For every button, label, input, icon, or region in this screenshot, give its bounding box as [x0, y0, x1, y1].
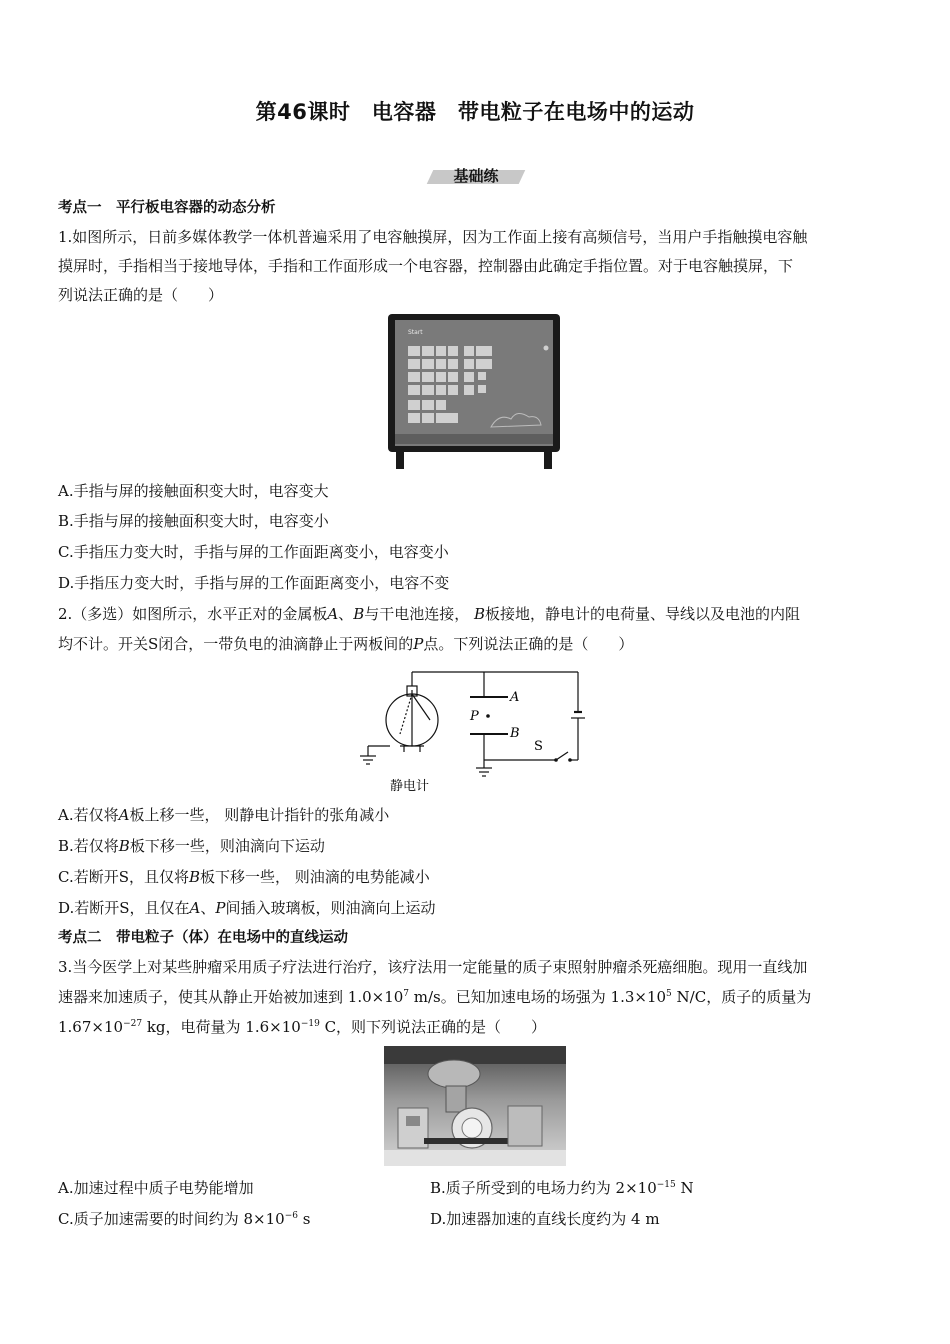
label-plate-b: B [510, 726, 520, 741]
q1-stem-line-2: 摸屏时，手指相当于接地导体，手指和工作面形成一个电容器，控制器由此确定手指位置。对于电容触摸屏，下 [58, 257, 794, 275]
q3-stem-line-2: 速器来加速质子，使其从静止开始被加速到 $1.0\times 10^7$ m/s。已知加速电场的场强为 $1.3\times 10^5$ N/C，质子的质量为 [58, 988, 812, 1006]
q3-option-c[interactable]: C.质子加速需要的时间约为 $8\times 10^{-6}$ s [58, 1210, 311, 1228]
label-point-p: P [470, 709, 479, 724]
q3-option-b[interactable]: B.质子所受到的电场力约为 $2\times 10^{-15}$ N [430, 1179, 694, 1197]
gantry-head [428, 1060, 480, 1088]
q2-stem-line-2: 均不计。开关S闭合，一带负电的油滴静止于两板间的P点。下列说法正确的是（ ） [58, 635, 634, 653]
section-label: 基础练 [453, 167, 499, 185]
key-point-1-heading: 考点一 平行板电容器的动态分析 [58, 200, 276, 216]
switch-s [556, 752, 568, 760]
screen-taskbar [395, 434, 553, 444]
proton-therapy-photo [384, 1046, 566, 1166]
q2-option-a[interactable]: A.若仅将A板上移一些， 则静电计指针的张角减小 [58, 806, 390, 824]
q2-option-c[interactable]: C.若断开S，且仅将B板下移一些， 则油滴的电势能减小 [58, 868, 430, 886]
electrometer-needle [412, 694, 430, 720]
equipment-cabinet [398, 1108, 428, 1148]
stand-leg-left [396, 452, 404, 469]
user-avatar [544, 346, 549, 351]
q1-option-c[interactable]: C.手指压力变大时，手指与屏的工作面距离变小，电容变小 [58, 543, 449, 561]
stand-leg-right [544, 452, 552, 469]
q1-option-b[interactable]: B.手指与屏的接触面积变大时，电容变小 [58, 512, 329, 530]
q1-stem-line-3: 列说法正确的是（ ） [58, 286, 224, 304]
screen-display [395, 320, 553, 446]
q2-option-d[interactable]: D.若断开S，且仅在A、P间插入玻璃板，则油滴向上运动 [58, 899, 436, 917]
electrometer-caption: 静电计 [390, 779, 430, 794]
capacitor-circuit-figure [360, 664, 590, 796]
label-switch-s: S [534, 739, 543, 754]
screen-start-text: Start [408, 329, 423, 336]
q3-stem-line-1: 3.当今医学上对某些肿瘤采用质子疗法进行治疗，该疗法用一定能量的质子束照射肿瘤杀死癌细胞。现用一直线加 [58, 958, 808, 976]
touchscreen-figure [386, 312, 564, 470]
electrometer-needle-ref [400, 694, 412, 734]
page-title: 第46课时 电容器 带电粒子在电场中的运动 [255, 100, 695, 124]
q1-option-a[interactable]: A.手指与屏的接触面积变大时，电容变大 [58, 482, 329, 500]
label-plate-a: A [510, 690, 520, 705]
section-badge [430, 164, 522, 188]
q3-option-a[interactable]: A.加速过程中质子电势能增加 [58, 1179, 254, 1197]
q3-stem-line-3: $1.67\times 10^{-27}$ kg，电荷量为 $1.6\times 10^{-19}$ C，则下列说法正确的是（ ） [58, 1018, 547, 1036]
q2-option-b[interactable]: B.若仅将B板下移一些，则油滴向下运动 [58, 837, 325, 855]
q1-option-d[interactable]: D.手指压力变大时，手指与屏的工作面距离变小，电容不变 [58, 574, 450, 592]
oil-droplet-p [486, 714, 490, 718]
q1-stem-line-1: 1.如图所示，日前多媒体教学一体机普遍采用了电容触摸屏，因为工作面上接有高频信号，当用户手指触摸电容触 [58, 228, 808, 246]
q3-option-d[interactable]: D.加速器加速的直线长度约为 4 m [430, 1210, 660, 1228]
q2-stem-line-1: 2.（多选）如图所示，水平正对的金属板A、B与干电池连接， B板接地，静电计的电荷量、导线以及电池的内阻 [58, 605, 801, 623]
key-point-2-heading: 考点二 带电粒子（体）在电场中的直线运动 [58, 930, 348, 946]
